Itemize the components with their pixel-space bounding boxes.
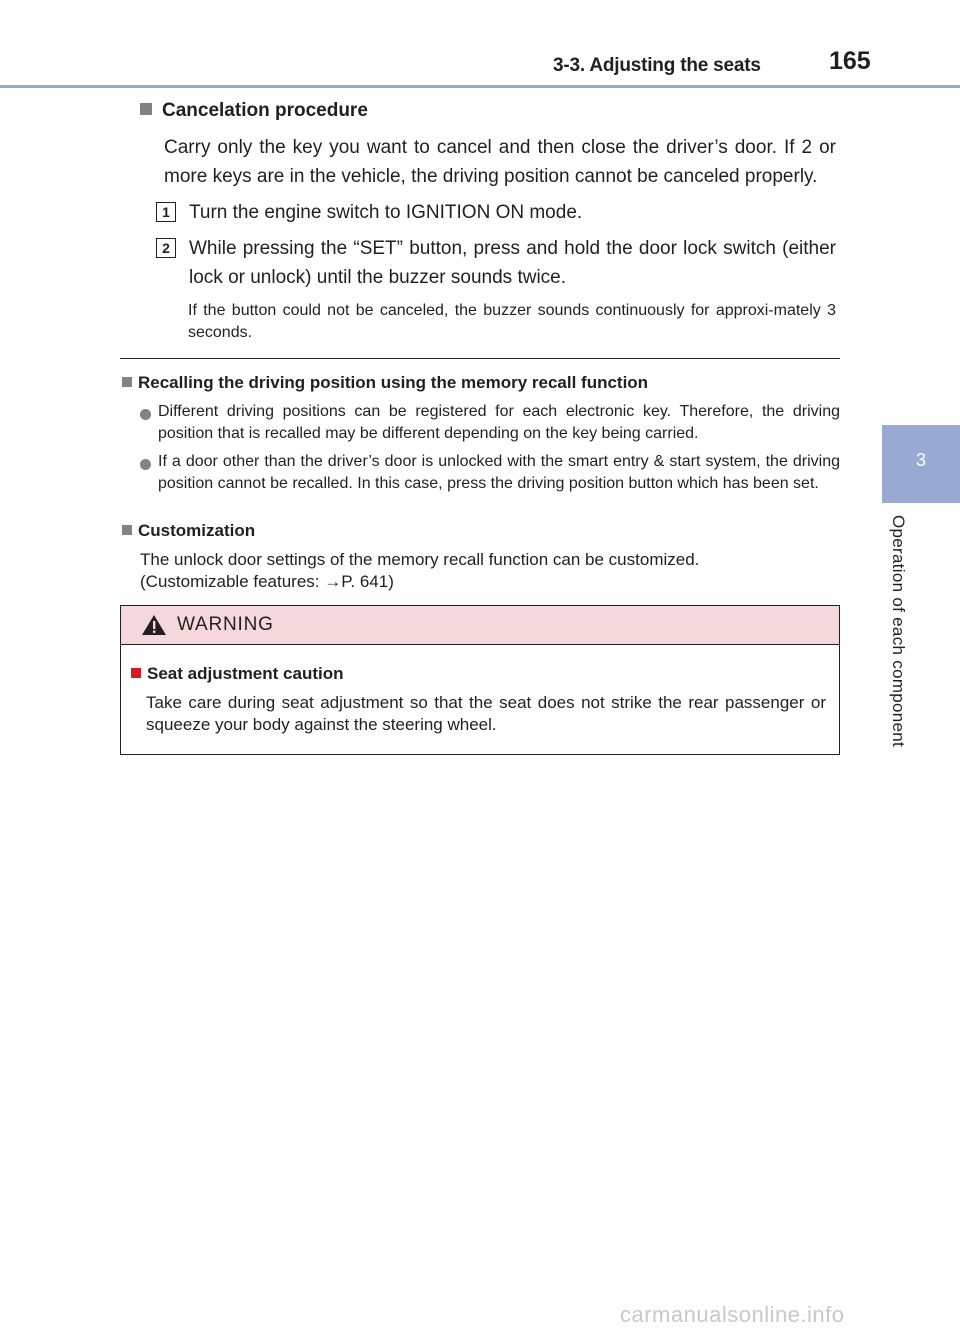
chapter-tab xyxy=(882,425,960,503)
step-number-badge: 1 xyxy=(156,202,176,222)
step-text: While pressing the “SET” button, press and hold the door lock switch (either lock or unlock) until the buzzer sounds twice. xyxy=(189,238,836,288)
page-number: 165 xyxy=(829,47,871,75)
cancelation-body: Carry only the key you want to cancel and then close the driver’s door. If 2 or more keys are in the vehicle, the driving position cannot be canceled properly. xyxy=(164,137,836,187)
square-bullet-icon xyxy=(122,377,132,387)
step-note: If the button could not be canceled, the buzzer sounds continuously for approxi-mately 3 seconds. xyxy=(188,302,836,341)
step-1 xyxy=(156,198,836,227)
cancelation-heading xyxy=(140,100,368,122)
warning-header xyxy=(121,606,839,645)
recall-bullet-1 xyxy=(140,401,840,444)
recall-heading xyxy=(122,373,648,393)
customization-line-2: (Customizable features: →P. 641) xyxy=(140,572,394,591)
warning-triangle-icon xyxy=(141,614,167,636)
recall-bullet-2 xyxy=(140,451,840,494)
section-divider xyxy=(120,358,840,359)
step-text: Turn the engine switch to IGNITION ON mode. xyxy=(189,202,583,223)
customization-line-1: The unlock door settings of the memory recall function can be customized. xyxy=(140,550,700,569)
customization-heading-text: Customization xyxy=(138,521,256,540)
recall-heading-text: Recalling the driving position using the memory recall function xyxy=(138,373,649,392)
warning-item-heading xyxy=(131,664,343,684)
warning-item-heading-text: Seat adjustment caution xyxy=(147,664,344,683)
circle-bullet-icon xyxy=(140,409,151,420)
recall-bullet-text: If a door other than the driver’s door is unlocked with the smart entry & start system, the driving position cannot be recalled. In this case, press the driving position button which has been set. xyxy=(158,453,840,492)
circle-bullet-icon xyxy=(140,459,151,470)
recall-bullet-text: Different driving positions can be registered for each electronic key. Therefore, the driving position that is recalled may be different depending on the key being carried. xyxy=(158,403,840,442)
header-divider xyxy=(0,85,960,88)
warning-item-body: Take care during seat adjustment so that the seat does not strike the rear passenger or squeeze your body against the steering wheel. xyxy=(146,693,826,734)
square-bullet-icon xyxy=(140,103,152,115)
cancelation-heading-text: Cancelation procedure xyxy=(162,100,368,121)
step-2 xyxy=(156,234,836,292)
square-bullet-icon xyxy=(131,668,141,678)
chapter-title: Operation of each component xyxy=(889,515,908,748)
step-number-badge: 2 xyxy=(156,238,176,258)
customization-heading xyxy=(122,521,255,541)
customization-body xyxy=(140,549,840,593)
warning-box xyxy=(120,605,840,755)
square-bullet-icon xyxy=(122,525,132,535)
chapter-number: 3 xyxy=(915,450,926,470)
section-title: 3-3. Adjusting the seats xyxy=(553,55,761,76)
warning-title: WARNING xyxy=(177,614,274,635)
watermark: carmanualsonline.info xyxy=(620,1302,845,1327)
